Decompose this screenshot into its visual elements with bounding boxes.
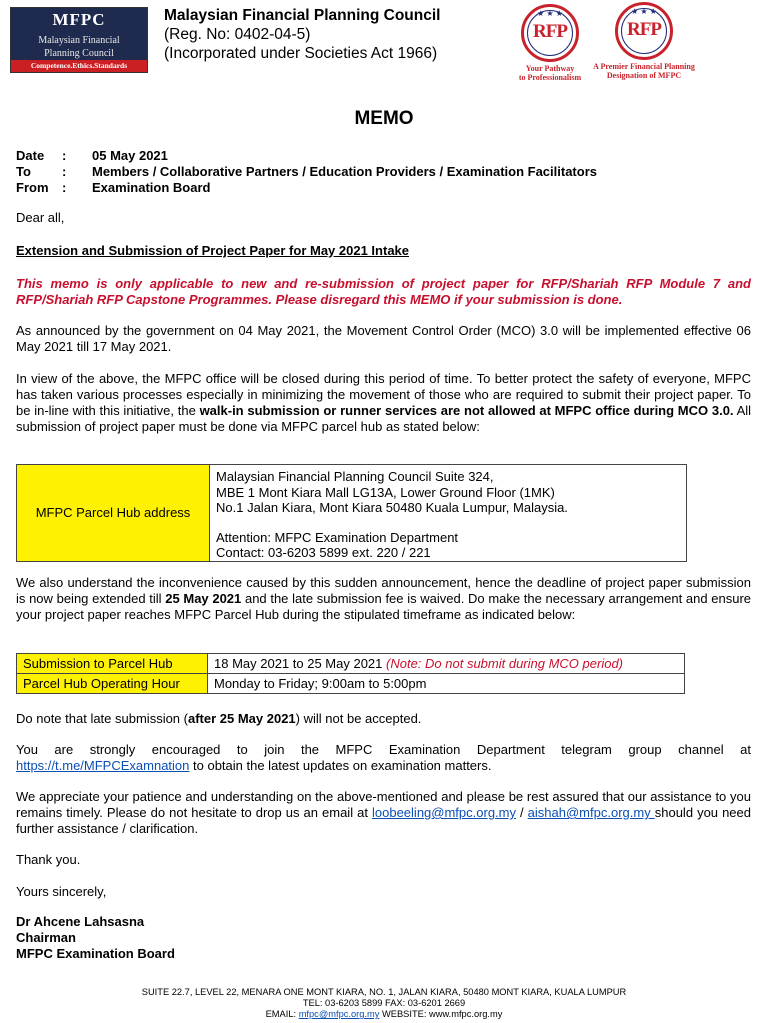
rfp-seal-icon: ★ ★ ★ RFP [615,2,673,60]
memo-title: MEMO [354,108,414,129]
rfp-seal-icon: ★ ★ ★ RFP [521,4,579,62]
table-row [17,654,685,674]
email-link-aishah[interactable]: aishah@mfpc.org.my [527,805,655,820]
paragraph-telegram: You are strongly encouraged to join the MFPC Examination Department telegram group channel at https://t.me/MFPCExamnation to obtain the latest updates on examination matters. [16,742,751,773]
from-row: From : Examination Board [16,180,211,195]
logo-line2: Planning Council [44,48,114,59]
table-row [17,674,685,694]
schedule-value: Monday to Friday; 9:00am to 5:00pm [208,674,685,694]
paragraph-contact: We appreciate your patience and understanding on the above-mentioned and please be rest assured that our assistance to you remains timely. Please do not hesitate to drop us an email at loobeeling@mfpc.org.my / aishah@mfpc.org.my should you need further assistance / clarification. [16,789,751,836]
schedule-note: (Note: Do not submit during MCO period) [386,656,623,671]
mfpc-logo [10,7,148,73]
schedule-table [16,653,685,694]
organization-info [164,6,440,63]
logo-text: MFPC [52,10,106,29]
logo-line1: Malaysian Financial [38,35,120,46]
seal2-tagline-2: Designation of MFPC [606,71,682,80]
rfp-seal-designation [590,2,698,80]
subject: Extension and Submission of Project Paper for May 2021 Intake [16,243,410,258]
greeting: Dear all, [16,210,65,225]
reg-number: (Reg. No: 0402-04-5) [164,26,311,43]
footer-email-link[interactable]: mfpc@mfpc.org.my [298,1009,380,1019]
footer-contact: EMAIL: mfpc@mfpc.org.my WEBSITE: www.mfpc.org.my [265,1009,503,1019]
thanks: Thank you. [16,852,81,867]
date-row: Date : 05 May 2021 [16,148,168,163]
email-link-loobeeling[interactable]: loobeeling@mfpc.org.my [372,805,516,820]
footer-tel: TEL: 03-6203 5899 FAX: 03-6201 2669 [302,998,466,1008]
schedule-label: Submission to Parcel Hub [17,654,208,674]
signatory-name: Dr Ahcene Lahsasna [16,914,145,929]
memo-meta [16,148,597,196]
schedule-label: Parcel Hub Operating Hour [17,674,208,694]
paragraph-mco: As announced by the government on 04 May 2021, the Movement Control Order (MCO) 3.0 will be implemented effective 06 May 2021 till 17 May 2021. [16,323,751,354]
closing: Yours sincerely, [16,884,107,899]
org-name: Malaysian Financial Planning Council [164,7,441,24]
signatory-title: Chairman [16,930,76,945]
signature-block [16,914,751,962]
parcel-hub-label: MFPC Parcel Hub address [17,465,210,562]
schedule-value: 18 May 2021 to 25 May 2021 (Note: Do not submit during MCO period) [208,654,685,674]
to-value: Members / Collaborative Partners / Education Providers / Examination Facilitators [92,164,597,179]
paragraph-office-closed: In view of the above, the MFPC office will be closed during this period of time. To better protect the safety of everyone, MFPC has taken various processes especially in minimizing the movement of those who are required to submit their project paper. To be in-line with this initiative, the walk-in submission or runner services are not allowed at MFPC office during MCO 3.0. All submission of project paper must be done via MFPC parcel hub as stated below: [16,371,752,434]
footer [0,987,768,1020]
notice: This memo is only applicable to new and re-submission of project paper for RFP/Shariah RFP Module 7 and RFP/Shariah RFP Capstone Programmes. Please disregard this MEMO if your submission is done. [16,276,751,307]
logo-tagline: Competence.Ethics.Standards [11,60,147,72]
to-row: To : Members / Collaborative Partners / Education Providers / Examination Facilitators [16,164,597,179]
paragraph-extension: We also understand the inconvenience caused by this sudden announcement, hence the deadline of project paper submission is now being extended till 25 May 2021 and the late submission fee is waived. Do make the necessary arrangement and ensure your project paper reaches MFPC Parcel Hub during the stipulated timeframe as indicated below: [16,575,751,622]
incorporation: (Incorporated under Societies Act 1966) [164,45,438,62]
rfp-seal-pathway [510,4,590,82]
seal1-tagline-2: to Professionalism [518,73,582,82]
parcel-hub-address: Malaysian Financial Planning Council Suite 324, MBE 1 Mont Kiara Mall LG13A, Lower Ground Floor (1MK) No.1 Jalan Kiara, Mont Kiara 50480 Kuala Lumpur, Malaysia. Attention: MFPC Examination Department Contact: 03-6203 5899 ext. 220 / 221 [210,465,687,562]
footer-address: SUITE 22.7, LEVEL 22, MENARA ONE MONT KIARA, NO. 1, JALAN KIARA, 50480 MONT KIARA, KUALA LUMPUR [141,987,627,997]
date-value: 05 May 2021 [92,148,168,163]
seal2-tagline-1: A Premier Financial Planning [593,62,695,71]
seal1-tagline-1: Your Pathway [525,64,575,73]
telegram-link[interactable]: https://t.me/MFPCExamnation [16,758,190,773]
parcel-hub-table [16,464,687,562]
paragraph-late-submission: Do note that late submission (after 25 May 2021) will not be accepted. [16,711,422,726]
from-value: Examination Board [92,180,211,195]
signatory-org: MFPC Examination Board [16,946,175,961]
